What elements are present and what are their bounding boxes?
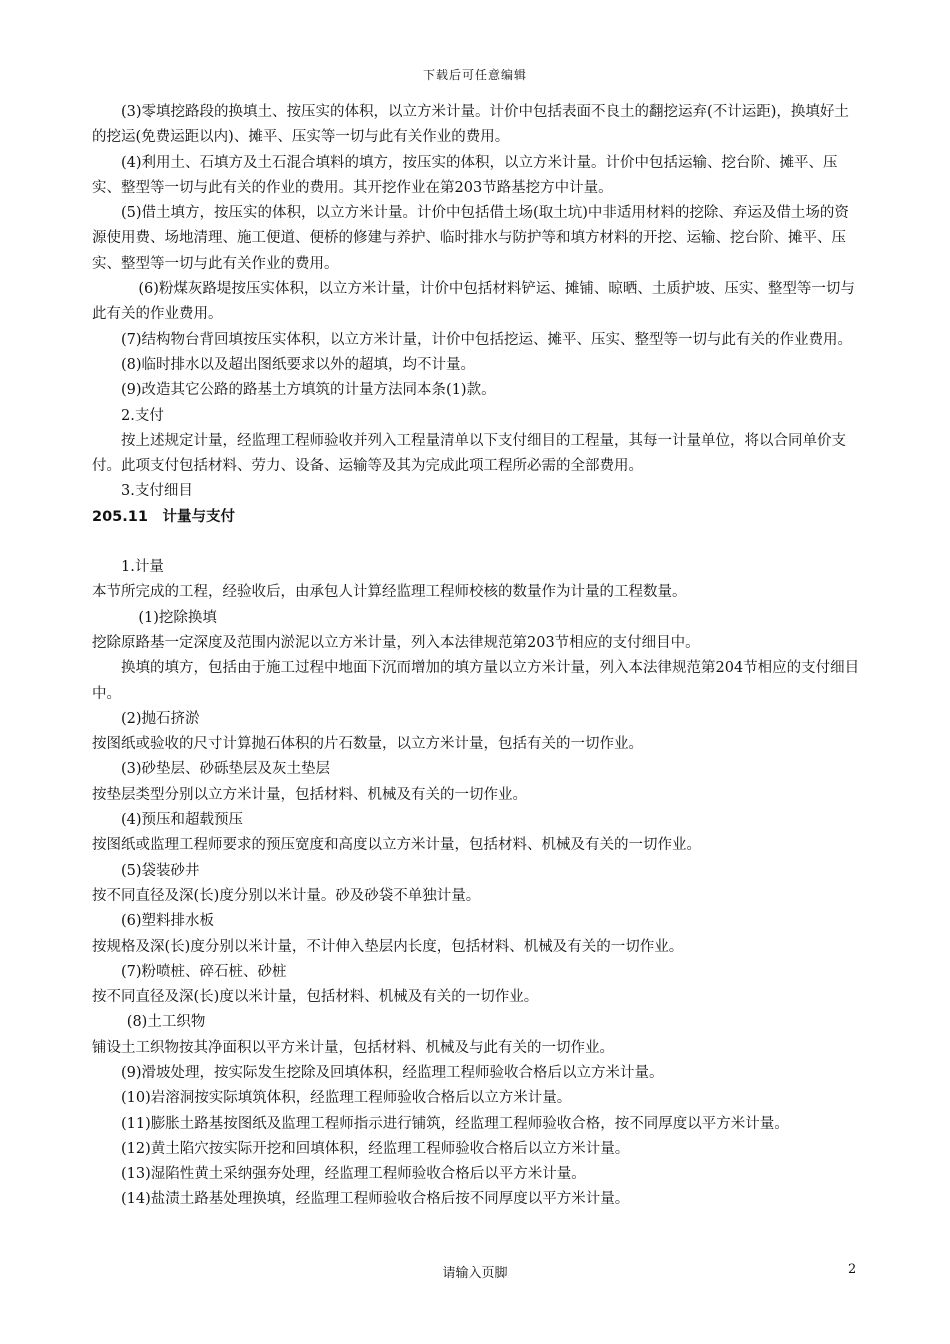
page-footer: 请输入页脚 (442, 1266, 508, 1281)
item-14: (14)盐渍土路基处理换填，经监理工程师验收合格后按不同厚度以平方米计量。 (121, 1191, 630, 1208)
payment-items-subheading: 3.支付细目 (121, 483, 193, 500)
paragraph-item-9: (9)改造其它公路的路基土方填筑的计量方法同本条(1)款。 (121, 382, 496, 399)
payment-paragraph: 按上述规定计量，经监理工程师验收并列入工程量清单以下支付细目的工程量，其每一计量单位，将以合同单价支付。此项支付包括材料、劳力、设备、运输等及其为完成此项工程所必需的全部费用。 (92, 432, 846, 475)
section-heading: 205.11 计量与支付 (92, 508, 235, 525)
measurement-intro: 本节所完成的工程，经验收后，由承包人计算经监理工程师校核的数量作为计量的工程数量。 (92, 584, 687, 601)
item-text-8: 铺设土工织物按其净面积以平方米计量，包括材料、机械及与此有关的一切作业。 (92, 1039, 614, 1056)
item-12: (12)黄土陷穴按实际开挖和回填体积，经监理工程师验收合格后以立方米计量。 (121, 1140, 630, 1157)
item-text-1b: 换填的填方，包括由于施工过程中地面下沉而增加的填方量以立方米计量，列入本法律规范第204节相应的支付细目中。 (92, 660, 860, 702)
item-text-4: 按图纸或监理工程师要求的预压宽度和高度以立方米计量，包括材料、机械及有关的一切作业。 (92, 837, 701, 854)
document-body (92, 100, 862, 1213)
payment-subheading: 2.支付 (121, 407, 164, 424)
paragraph-item-5: (5)借土填方，按压实的体积，以立方米计量。计价中包括借土场(取土坑)中非适用材料的挖除、弃运及借土场的资源使用费、场地清理、施工便道、便桥的修建与养护、临时排水与防护等和填方材料的开挖、运输、挖台阶、摊平、压实、整型等一切与此有关作业的费用。 (92, 205, 849, 272)
item-text-6: 按规格及深(长)度分别以米计量，不计伸入垫层内长度，包括材料、机械及有关的一切作业。 (92, 938, 684, 955)
page-number: 2 (848, 1262, 857, 1277)
paragraph-item-4: (4)利用土、石填方及土石混合填料的填方，按压实的体积，以立方米计量。计价中包括运输、挖台阶、摊平、压实、整型等一切与此有关的作业的费用。其开挖作业在第203节路基挖方中计量。 (92, 154, 838, 196)
measurement-subheading: 1.计量 (121, 559, 164, 576)
item-heading-6: (6)塑料排水板 (121, 913, 215, 930)
paragraph-item-6: (6)粉煤灰路堤按压实体积，以立方米计量，计价中包括材料铲运、摊铺、晾晒、土质护坡、压实、整型等一切与此有关的作业费用。 (92, 281, 855, 323)
paragraph-item-3: (3)零填挖路段的换填土、按压实的体积，以立方米计量。计价中包括表面不良土的翻挖运弃(不计运距)，换填好土的挖运(免费运距以内)、摊平、压实等一切与此有关作业的费用。 (92, 104, 849, 146)
item-heading-2: (2)抛石挤淤 (121, 710, 200, 727)
paragraph-item-8: (8)临时排水以及超出图纸要求以外的超填，均不计量。 (121, 356, 476, 373)
item-heading-8: (8)土工织物 (126, 1014, 206, 1031)
paragraph-item-7: (7)结构物台背回填按压实体积，以立方米计量，计价中包括挖运、摊平、压实、整型等一切与此有关的作业费用。 (121, 331, 853, 348)
item-text-1a: 挖除原路基一定深度及范围内淤泥以立方米计量，列入本法律规范第203节相应的支付细目中。 (92, 634, 700, 651)
item-heading-4: (4)预压和超载预压 (121, 812, 244, 829)
section-spacer (92, 530, 862, 555)
item-heading-7: (7)粉喷桩、碎石桩、砂桩 (121, 963, 287, 980)
item-10: (10)岩溶洞按实际填筑体积，经监理工程师验收合格后以立方米计量。 (121, 1090, 572, 1107)
item-text-5: 按不同直径及深(长)度分别以米计量。砂及砂袋不单独计量。 (92, 887, 481, 904)
item-heading-3: (3)砂垫层、砂砾垫层及灰土垫层 (121, 761, 331, 778)
item-11: (11)膨胀土路基按图纸及监理工程师指示进行铺筑，经监理工程师验收合格，按不同厚度以平方米计量。 (121, 1115, 789, 1132)
item-text-2: 按图纸或验收的尺寸计算抛石体积的片石数量，以立方米计量，包括有关的一切作业。 (92, 736, 643, 753)
item-text-7: 按不同直径及深(长)度以米计量，包括材料、机械及有关的一切作业。 (92, 989, 539, 1006)
item-text-3: 按垫层类型分别以立方米计量，包括材料、机械及有关的一切作业。 (92, 786, 527, 803)
item-13: (13)湿陷性黄土采纳强夯处理，经监理工程师验收合格后以平方米计量。 (121, 1166, 586, 1183)
item-9: (9)滑坡处理，按实际发生挖除及回填体积，经监理工程师验收合格后以立方米计量。 (121, 1064, 664, 1081)
page-header: 下载后可任意编辑 (422, 68, 527, 82)
item-heading-1: (1)挖除换填 (138, 609, 217, 626)
item-heading-5: (5)袋装砂井 (121, 862, 200, 879)
